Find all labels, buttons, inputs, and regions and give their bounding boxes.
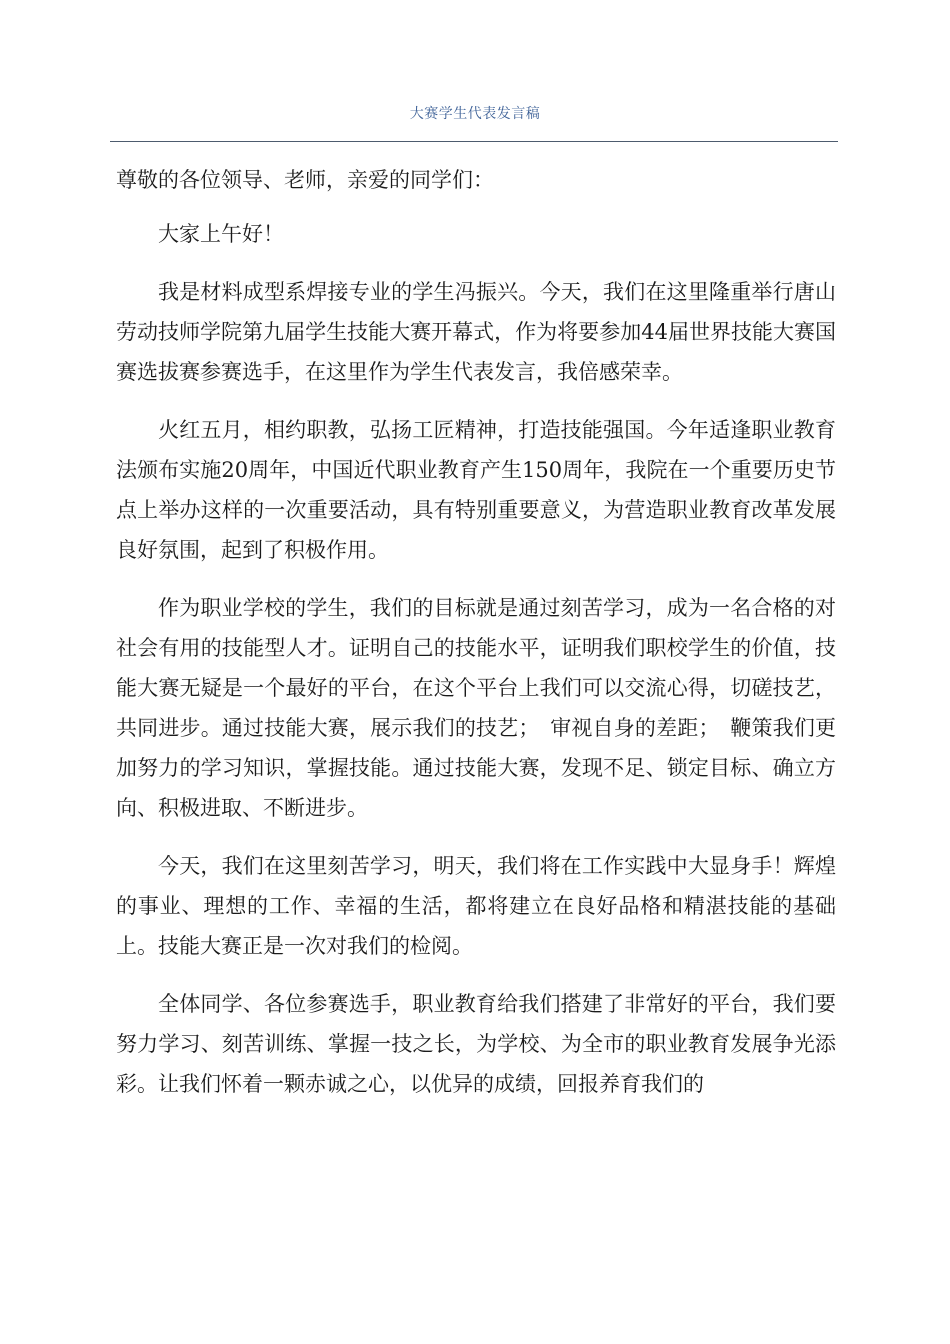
body-paragraph: 作为职业学校的学生，我们的目标就是通过刻苦学习，成为一名合格的对社会有用的技能型人才。证明自己的技能水平，证明我们职校学生的价值，技能大赛无疑是一个最好的平台，在这个平台上我们可以交流心得，切磋技艺，共同进步。通过技能大赛，展示我们的技艺； 审视自身的差距； 鞭策我们更加努力的学习知识，掌握技能。通过技能大赛，发现不足、锁定目标、确立方向、积极进取、不断进步。 [116,596,836,820]
page-header-title: 大赛学生代表发言稿 [409,106,541,122]
header-divider [110,141,838,142]
body-paragraph: 火红五月，相约职教，弘扬工匠精神，打造技能强国。今年适逢职业教育法颁布实施20周年，中国近代职业教育产生150周年，我院在一个重要历史节点上举办这样的一次重要活动，具有特别重要意义，为营造职业教育改革发展良好氛围，起到了积极作用。 [116,418,836,562]
greeting-paragraph: 大家上午好！ [158,222,284,246]
document-body [116,160,836,1122]
body-paragraph: 我是材料成型系焊接专业的学生冯振兴。今天，我们在这里隆重举行唐山劳动技师学院第九届学生技能大赛开幕式，作为将要参加44届世界技能大赛国赛选拔赛参赛选手，在这里作为学生代表发言，我倍感荣幸。 [116,280,836,384]
body-paragraph: 今天，我们在这里刻苦学习，明天，我们将在工作实践中大显身手！辉煌的事业、理想的工作、幸福的生活，都将建立在良好品格和精湛技能的基础上。技能大赛正是一次对我们的检阅。 [116,854,836,958]
body-paragraph: 全体同学、各位参赛选手，职业教育给我们搭建了非常好的平台，我们要努力学习、刻苦训练、掌握一技之长，为学校、为全市的职业教育发展争光添彩。让我们怀着一颗赤诚之心，以优异的成绩，回报养育我们的 [116,992,836,1096]
salutation: 尊敬的各位领导、老师，亲爱的同学们： [116,168,494,192]
